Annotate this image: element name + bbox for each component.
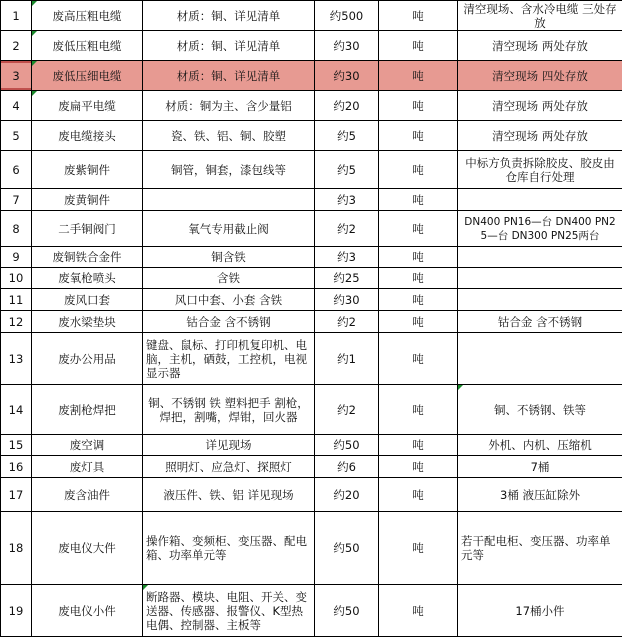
table-row[interactable] — [1, 333, 622, 385]
table-row[interactable] — [1, 456, 622, 478]
item-name: 废含油件 — [32, 478, 143, 512]
item-name: 废高压粗电缆 — [32, 1, 143, 31]
item-note: DN400 PN16—台 DN400 PN25—台 DN300 PN25两台 — [458, 211, 622, 247]
item-unit: 吨 — [379, 289, 458, 311]
item-quantity: 约25 — [315, 268, 379, 289]
row-number: 1 — [1, 1, 32, 31]
item-quantity: 约50 — [315, 435, 379, 456]
row-number: 8 — [1, 211, 32, 247]
item-name: 废电仪小件 — [32, 585, 143, 637]
item-note — [458, 189, 622, 211]
item-name: 废扁平电缆 — [32, 91, 143, 121]
item-note: 铜、不锈钢、铁等 — [458, 385, 622, 435]
item-unit: 吨 — [379, 121, 458, 151]
table-row[interactable] — [1, 289, 622, 311]
table-row[interactable] — [1, 268, 622, 289]
table-row-highlighted[interactable] — [1, 61, 622, 91]
item-unit: 吨 — [379, 585, 458, 637]
item-spec: 照明灯、应急灯、探照灯 — [143, 456, 315, 478]
item-spec: 操作箱、变频柜、变压器、配电箱、功率单元等 — [143, 512, 315, 585]
item-quantity: 约5 — [315, 151, 379, 189]
row-number: 18 — [1, 512, 32, 585]
row-number: 15 — [1, 435, 32, 456]
item-quantity: 约30 — [315, 289, 379, 311]
item-name: 废低压细电缆 — [32, 61, 143, 91]
item-spec: 液压件、铁、铝 详见现场 — [143, 478, 315, 512]
item-note: 中标方负责拆除胶皮、胶皮由仓库自行处理 — [458, 151, 622, 189]
item-unit: 吨 — [379, 385, 458, 435]
table-row[interactable] — [1, 31, 622, 61]
item-name: 废割枪焊把 — [32, 385, 143, 435]
item-spec: 材质：铜、详见清单 — [143, 1, 315, 31]
item-unit: 吨 — [379, 91, 458, 121]
item-quantity: 约2 — [315, 211, 379, 247]
item-quantity: 约3 — [315, 247, 379, 268]
item-unit: 吨 — [379, 1, 458, 31]
item-name: 废水梁垫块 — [32, 311, 143, 333]
row-number: 3 — [1, 61, 32, 91]
row-number: 13 — [1, 333, 32, 385]
item-spec: 钴合金 含不锈钢 — [143, 311, 315, 333]
item-quantity: 约5 — [315, 121, 379, 151]
item-quantity: 约30 — [315, 61, 379, 91]
item-quantity: 约6 — [315, 456, 379, 478]
item-unit: 吨 — [379, 478, 458, 512]
table-row[interactable] — [1, 151, 622, 189]
item-name: 废电仪大件 — [32, 512, 143, 585]
item-note: 外机、内机、压缩机 — [458, 435, 622, 456]
item-spec: 瓷、铁、铝、铜、胶塑 — [143, 121, 315, 151]
item-name: 废空调 — [32, 435, 143, 456]
item-quantity: 约1 — [315, 333, 379, 385]
table-row[interactable] — [1, 189, 622, 211]
item-name: 废黄铜件 — [32, 189, 143, 211]
item-quantity: 约20 — [315, 478, 379, 512]
item-note — [458, 268, 622, 289]
item-quantity: 约50 — [315, 512, 379, 585]
item-name: 废氧枪喷头 — [32, 268, 143, 289]
table-row[interactable] — [1, 121, 622, 151]
table-row[interactable] — [1, 247, 622, 268]
item-name: 废办公用品 — [32, 333, 143, 385]
item-note: 清空现场、含水冷电缆 三处存放 — [458, 1, 622, 31]
item-name: 二手铜阀门 — [32, 211, 143, 247]
row-number: 17 — [1, 478, 32, 512]
table-row[interactable] — [1, 91, 622, 121]
item-unit: 吨 — [379, 333, 458, 385]
item-name: 废紫铜件 — [32, 151, 143, 189]
item-note — [458, 289, 622, 311]
item-name: 废铜铁合金件 — [32, 247, 143, 268]
table-row[interactable] — [1, 435, 622, 456]
item-note: 清空现场 两处存放 — [458, 91, 622, 121]
item-quantity: 约20 — [315, 91, 379, 121]
item-unit: 吨 — [379, 151, 458, 189]
item-name: 废风口套 — [32, 289, 143, 311]
item-unit: 吨 — [379, 268, 458, 289]
item-quantity: 约30 — [315, 31, 379, 61]
item-spec: 材质：铜、详见清单 — [143, 61, 315, 91]
item-note: 17桶小件 — [458, 585, 622, 637]
item-name: 废低压粗电缆 — [32, 31, 143, 61]
row-number: 6 — [1, 151, 32, 189]
item-spec: 断路器、模块、电阻、开关、变送器、传感器、报警仪、K型热电偶、控制器、主板等 — [143, 585, 315, 637]
item-quantity: 约2 — [315, 385, 379, 435]
item-unit: 吨 — [379, 31, 458, 61]
row-number: 12 — [1, 311, 32, 333]
item-spec: 材质：铜为主、含少量铝 — [143, 91, 315, 121]
item-spec: 氧气专用截止阀 — [143, 211, 315, 247]
table-row[interactable] — [1, 211, 622, 247]
item-spec: 材质：铜、详见清单 — [143, 31, 315, 61]
row-number: 19 — [1, 585, 32, 637]
item-note: 清空现场 两处存放 — [458, 121, 622, 151]
item-unit: 吨 — [379, 435, 458, 456]
item-spec: 铜、不锈钢 铁 塑料把手 割枪，焊把，割嘴，焊钳，回火器 — [143, 385, 315, 435]
item-unit: 吨 — [379, 247, 458, 268]
table-row[interactable] — [1, 385, 622, 435]
item-note: 3桶 液压缸除外 — [458, 478, 622, 512]
row-number: 9 — [1, 247, 32, 268]
item-note — [458, 333, 622, 385]
row-number: 2 — [1, 31, 32, 61]
table-row[interactable] — [1, 311, 622, 333]
row-number: 11 — [1, 289, 32, 311]
item-note: 若干配电柜、变压器、功率单元等 — [458, 512, 622, 585]
item-unit: 吨 — [379, 189, 458, 211]
item-spec — [143, 189, 315, 211]
row-number: 5 — [1, 121, 32, 151]
item-quantity: 约3 — [315, 189, 379, 211]
item-spec: 键盘、鼠标、打印机复印机、电脑，主机，硒鼓，工控机，电视显示器 — [143, 333, 315, 385]
item-unit: 吨 — [379, 311, 458, 333]
item-spec: 铜管，铜套，漆包线等 — [143, 151, 315, 189]
item-unit: 吨 — [379, 211, 458, 247]
table-row[interactable] — [1, 585, 622, 637]
item-note: 钴合金 含不锈钢 — [458, 311, 622, 333]
row-number: 4 — [1, 91, 32, 121]
item-name: 废灯具 — [32, 456, 143, 478]
item-spec: 铜含铁 — [143, 247, 315, 268]
item-note: 7桶 — [458, 456, 622, 478]
item-spec: 含铁 — [143, 268, 315, 289]
item-quantity: 约2 — [315, 311, 379, 333]
item-quantity: 约50 — [315, 585, 379, 637]
item-note: 清空现场 四处存放 — [458, 61, 622, 91]
item-unit: 吨 — [379, 456, 458, 478]
item-unit: 吨 — [379, 512, 458, 585]
item-note: 清空现场 两处存放 — [458, 31, 622, 61]
row-number: 10 — [1, 268, 32, 289]
item-unit: 吨 — [379, 61, 458, 91]
row-number: 14 — [1, 385, 32, 435]
row-number: 7 — [1, 189, 32, 211]
item-spec: 详见现场 — [143, 435, 315, 456]
item-name: 废电缆接头 — [32, 121, 143, 151]
table-row[interactable] — [1, 512, 622, 585]
item-spec: 风口中套、小套 含铁 — [143, 289, 315, 311]
row-number: 16 — [1, 456, 32, 478]
table-row[interactable] — [1, 1, 622, 31]
item-quantity: 约500 — [315, 1, 379, 31]
item-note — [458, 247, 622, 268]
table-row[interactable] — [1, 478, 622, 512]
